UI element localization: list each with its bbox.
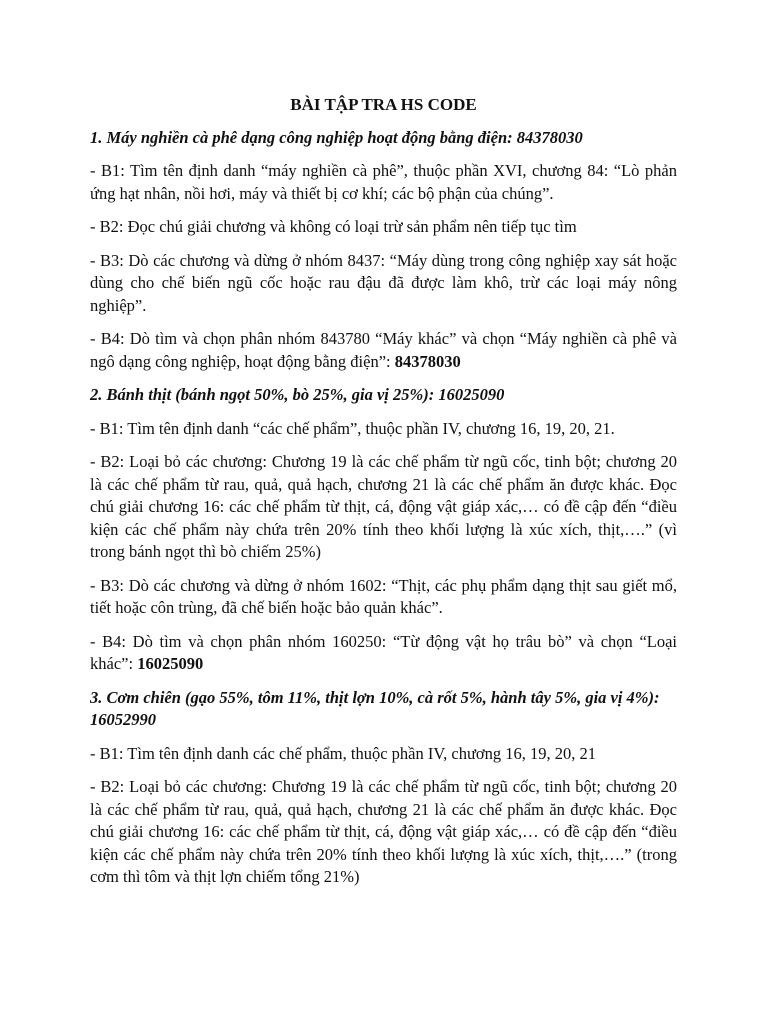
hs-code: 84378030 (394, 351, 461, 371)
step-text: - B3: Dò các chương và dừng ở nhóm 8437: “Máy dùng trong công nghiệp xay sát hoặc dùng cho chế biến ngũ cốc hoặc rau đậu đã được làm khô, trừ các loại máy nông nghiệp”. (90, 250, 677, 315)
step-text: - B1: Tìm tên định danh “máy nghiền cà phê”, thuộc phần XVI, chương 84: “Lò phản ứng hạt nhân, nồi hơi, máy và thiết bị cơ khí; các bộ phận của chúng”. (90, 161, 677, 203)
step-paragraph (90, 250, 677, 318)
step-paragraph (90, 575, 677, 620)
document-title: BÀI TẬP TRA HS CODE (290, 95, 477, 114)
step-text: - B1: Tìm tên định danh “các chế phẩm”, thuộc phần IV, chương 16, 19, 20, 21. (90, 418, 615, 438)
step-text: - B4: Dò tìm và chọn phân nhóm 843780 “Máy khác” và chọn “Máy nghiền cà phê và ngô dạng công nghiệp, hoạt động bằng điện”: (90, 329, 677, 371)
section-heading-1: 1. Máy nghiền cà phê dạng công nghiệp hoạt động bằng điện: 84378030 (90, 127, 583, 147)
step-text: - B2: Loại bỏ các chương: Chương 19 là các chế phẩm từ ngũ cốc, tinh bột; chương 20 là các chế phẩm từ rau, quả, quả hạch, chương 21 là các chế phẩm ăn được khác. Đọc chú giải chương 16: các chế phẩm từ thịt, cá, động vật giáp xác,… có đề cập đến “điều kiện các chế phẩm này chứa trên 20% tính theo khối lượng là xúc xích, thịt,….” (trong cơm thì tôm và thịt lợn chiếm tổng 21%) (90, 777, 677, 886)
step-paragraph (90, 160, 677, 205)
step-paragraph (90, 776, 677, 889)
step-text: - B1: Tìm tên định danh các chế phẩm, thuộc phần IV, chương 16, 19, 20, 21 (90, 743, 597, 763)
step-paragraph (90, 743, 677, 766)
step-paragraph (90, 451, 677, 564)
step-paragraph (90, 328, 677, 373)
step-text: - B2: Đọc chú giải chương và không có loại trừ sản phẩm nên tiếp tục tìm (90, 217, 577, 236)
step-text: - B2: Loại bỏ các chương: Chương 19 là các chế phẩm từ ngũ cốc, tinh bột; chương 20 là các chế phẩm từ rau, quả, quả hạch, chương 21 là các chế phẩm ăn được khác. Đọc chú giải chương 16: các chế phẩm từ thịt, cá, động vật giáp xác,… có đề cập đến “điều kiện các chế phẩm này chứa trên 20% tính theo khối lượng là xúc xích, thịt,….” (vì trong bánh ngọt thì bò chiếm 25%) (90, 452, 677, 561)
step-paragraph (90, 216, 677, 239)
step-text: - B4: Dò tìm và chọn phân nhóm 160250: “Từ động vật họ trâu bò” và chọn “Loại khác”: (90, 631, 677, 673)
step-paragraph (90, 418, 677, 441)
section-heading-3: 3. Cơm chiên (gạo 55%, tôm 11%, thịt lợn 10%, cà rốt 5%, hành tây 5%, gia vị 4%): 16052990 (90, 687, 660, 729)
hs-code: 16025090 (137, 654, 204, 673)
step-text: - B3: Dò các chương và dừng ở nhóm 1602: “Thịt, các phụ phẩm dạng thịt sau giết mổ, tiết hoặc côn trùng, đã chế biến hoặc bảo quản khác”. (90, 575, 677, 617)
section-heading-2: 2. Bánh thịt (bánh ngọt 50%, bò 25%, gia vị 25%): 16025090 (90, 385, 505, 404)
step-paragraph (90, 631, 677, 676)
document-page (90, 94, 677, 900)
